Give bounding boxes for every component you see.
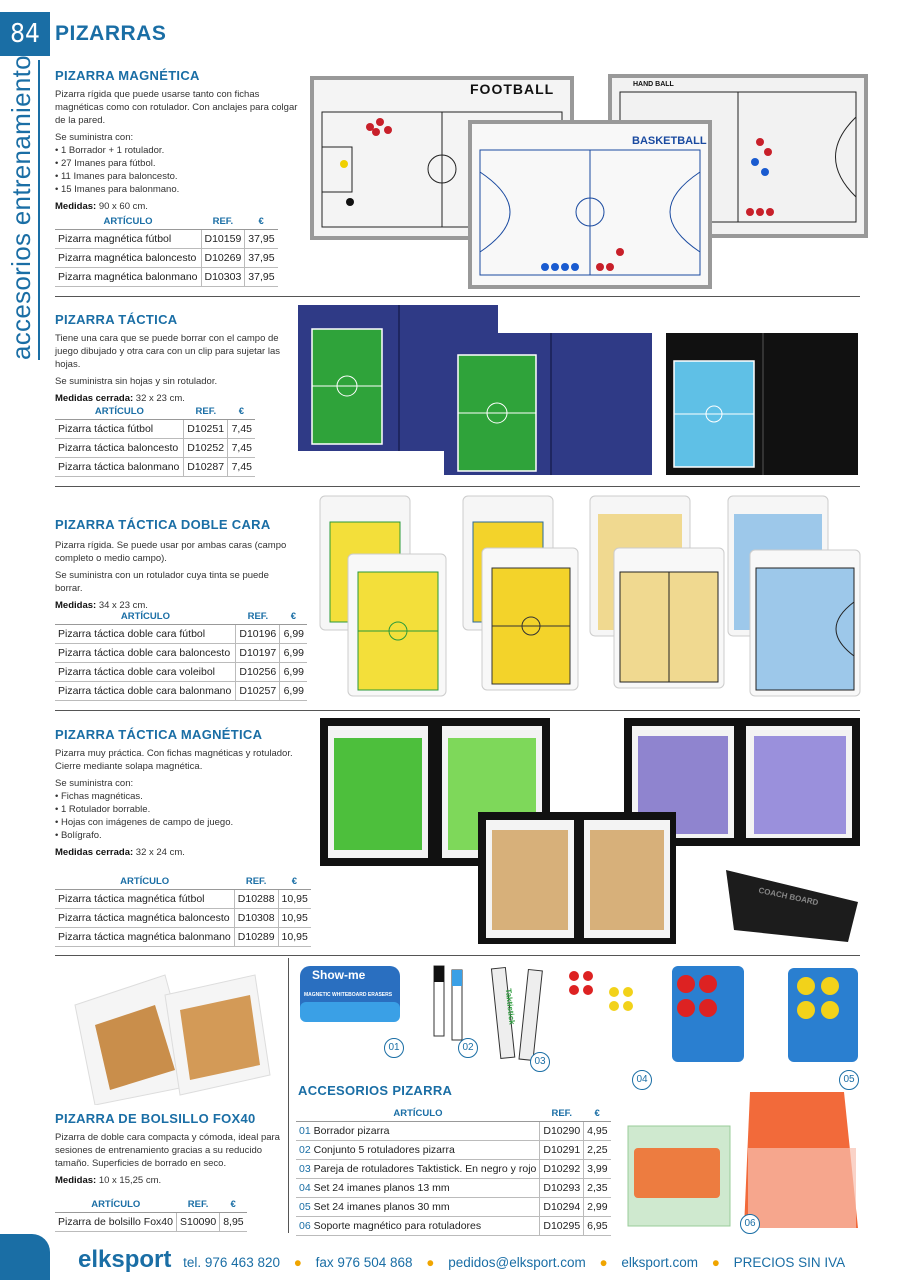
footer xyxy=(78,1246,845,1274)
table-row: Pizarra táctica magnética fútbol D10288 10,95 xyxy=(55,890,311,909)
board-label-football: FOOTBALL xyxy=(470,81,555,97)
block-title-bolsillo: PIZARRA DE BOLSILLO FOX40 xyxy=(55,1111,256,1126)
block-desc-bolsillo xyxy=(55,1131,285,1187)
page-number: 84 xyxy=(0,12,50,56)
photo-label-06: 06 xyxy=(740,1214,760,1234)
sidebar-rule xyxy=(38,60,40,360)
desc-text: Se suministra con un rotulador cuya tinta se puede borrar. xyxy=(55,570,269,594)
table-row: Pizarra táctica magnética baloncesto D10308 10,95 xyxy=(55,909,311,928)
table-row: Pizarra táctica baloncesto D10252 7,45 xyxy=(55,439,255,458)
table-row: Pizarra táctica doble cara fútbol D10196 6,99 xyxy=(55,625,307,644)
table-row: Pizarra táctica balonmano D10287 7,45 xyxy=(55,458,255,477)
eraser-text: MAGNETIC WHITEBOARD ERASERS xyxy=(304,992,393,998)
coach-board-label: COACH BOARD xyxy=(757,885,820,908)
photo-label-05: 05 xyxy=(839,1070,859,1090)
divider xyxy=(55,296,860,297)
divider xyxy=(55,955,860,956)
sidebar-category: accesorios entrenamiento xyxy=(6,55,36,360)
desc-text: Se suministra sin hojas y sin rotulador. xyxy=(55,376,218,387)
measures-label: Medidas: xyxy=(55,201,97,212)
table-row: 03 Pareja de rotuladores Taktistick. En negro y rojo D10292 3,99 xyxy=(296,1160,611,1179)
product-table-tactica xyxy=(55,404,255,477)
table-row: Pizarra táctica fútbol D10251 7,45 xyxy=(55,420,255,439)
measures-value: 32 x 23 cm. xyxy=(133,393,185,404)
photo-label-04: 04 xyxy=(632,1070,652,1090)
marker-holder-photo xyxy=(624,1088,862,1234)
photo-label-03: 03 xyxy=(530,1052,550,1072)
supply-item: • Bolígrafo. xyxy=(55,830,102,841)
measures-value: 10 x 15,25 cm. xyxy=(96,1175,162,1186)
accessories-photo xyxy=(296,962,862,1085)
supply-label: Se suministra con: xyxy=(55,778,134,789)
desc-text: Pizarra de doble cara compacta y cómoda, ideal para sesiones de entrenamiento gracias a su reducido tamaño. Superficies de borrado en seco. xyxy=(55,1132,280,1169)
table-row: Pizarra táctica doble cara baloncesto D10197 6,99 xyxy=(55,644,307,663)
supply-item: • 1 Borrador + 1 rotulador. xyxy=(55,145,165,156)
block-title-accesorios: ACCESORIOS PIZARRA xyxy=(298,1083,453,1098)
table-row: Pizarra magnética balonmano D10303 37,95 xyxy=(55,268,278,287)
block-desc-tactica xyxy=(55,332,295,405)
table-header-row: ARTÍCULO REF. € xyxy=(55,1197,247,1213)
product-table-doble xyxy=(55,609,307,701)
footer-fax: fax 976 504 868 xyxy=(315,1255,413,1270)
supply-item: • Hojas con imágenes de campo de juego. xyxy=(55,817,234,828)
table-header-row xyxy=(55,214,278,230)
desc-text: Pizarra rígida que puede usarse tanto con fichas magnéticas como con rotulador. Con anclajes para colgar de la pared. xyxy=(55,89,298,126)
table-header-row: ARTÍCULO REF. € xyxy=(55,874,311,890)
supply-item: • 27 Imanes para fútbol. xyxy=(55,158,156,169)
col-ref: REF. xyxy=(201,214,245,230)
eraser-brand: Show-me xyxy=(312,968,366,982)
block-title-magnetica: PIZARRA MAGNÉTICA xyxy=(55,68,200,83)
marker-label: Taktistick xyxy=(503,987,517,1026)
table-row: Pizarra magnética fútbol D10159 37,95 xyxy=(55,230,278,249)
divider xyxy=(55,486,860,487)
table-header-row: ARTÍCULO REF. € xyxy=(55,404,255,420)
photo-label-02: 02 xyxy=(458,1038,478,1058)
divider xyxy=(55,710,860,711)
whiteboards-photo xyxy=(310,72,870,292)
product-table-tacmag xyxy=(55,874,311,947)
supply-item: • 1 Rotulador borrable. xyxy=(55,804,151,815)
table-row: Pizarra de bolsillo Fox40 S10090 8,95 xyxy=(55,1213,247,1232)
table-row: 05 Set 24 imanes planos 30 mm D10294 2,99 xyxy=(296,1198,611,1217)
block-desc-doble xyxy=(55,539,295,612)
table-row: Pizarra magnética baloncesto D10269 37,95 xyxy=(55,249,278,268)
block-desc-tacmag xyxy=(55,747,295,859)
measures-label: Medidas cerrada: xyxy=(55,847,134,858)
product-table-magnetica xyxy=(55,214,278,287)
double-side-boards-photo xyxy=(318,492,862,700)
measures-label: Medidas cerrada: xyxy=(55,393,134,404)
tactical-folders-photo xyxy=(296,303,862,477)
table-row: Pizarra táctica doble cara voleibol D10256 6,99 xyxy=(55,663,307,682)
footer-dot: ● xyxy=(711,1255,720,1270)
table-header-row: ARTÍCULO REF. € xyxy=(55,609,307,625)
footer-dot: ● xyxy=(426,1255,435,1270)
col-article: ARTÍCULO xyxy=(55,214,201,230)
supply-item: • 11 Imanes para baloncesto. xyxy=(55,171,178,182)
measures-label: Medidas: xyxy=(55,1175,97,1186)
measures-value: 34 x 23 cm. xyxy=(96,600,148,611)
table-row: 02 Conjunto 5 rotuladores pizarra D10291 2,25 xyxy=(296,1141,611,1160)
pocket-board-photo xyxy=(55,965,280,1105)
footer-website[interactable]: elksport.com xyxy=(621,1255,698,1270)
board-label-basketball: BASKETBALL xyxy=(632,135,707,147)
supply-item: • 15 Imanes para balonmano. xyxy=(55,184,180,195)
table-header-row: ARTÍCULO REF. € xyxy=(296,1106,611,1122)
table-row: 04 Set 24 imanes planos 13 mm D10293 2,35 xyxy=(296,1179,611,1198)
footer-note: PRECIOS SIN IVA xyxy=(733,1255,846,1270)
magnetic-folders-photo xyxy=(318,716,862,948)
product-table-accesorios xyxy=(296,1106,611,1236)
table-row: 01 Borrador pizarra D10290 4,95 xyxy=(296,1122,611,1141)
desc-text: Pizarra muy práctica. Con fichas magnéticas y rotulador. Cierre mediante solapa magnética. xyxy=(55,748,293,772)
table-row: Pizarra táctica doble cara balonmano D10257 6,99 xyxy=(55,682,307,701)
product-table-bolsillo xyxy=(55,1197,247,1232)
table-row: Pizarra táctica magnética balonmano D10289 10,95 xyxy=(55,928,311,947)
block-title-doble: PIZARRA TÁCTICA DOBLE CARA xyxy=(55,517,271,532)
block-title-tacmag: PIZARRA TÁCTICA MAGNÉTICA xyxy=(55,727,263,742)
block-title-tactica: PIZARRA TÁCTICA xyxy=(55,312,178,327)
table-row: 06 Soporte magnético para rotuladores D10295 6,95 xyxy=(296,1217,611,1236)
section-title: PIZARRAS xyxy=(55,22,167,45)
vertical-divider xyxy=(288,958,289,1233)
desc-text: Pizarra rígida. Se puede usar por ambas caras (campo completo o medio campo). xyxy=(55,540,287,564)
block-desc-magnetica xyxy=(55,88,310,213)
footer-dot: ● xyxy=(293,1255,302,1270)
desc-text: Tiene una cara que se puede borrar con el campo de juego dibujado y otra cara con un clip para sujetar las hojas. xyxy=(55,333,280,370)
brand-logo: elksport xyxy=(78,1246,172,1273)
supply-label: Se suministra con: xyxy=(55,132,134,143)
footer-email[interactable]: pedidos@elksport.com xyxy=(448,1255,586,1270)
supply-item: • Fichas magnéticas. xyxy=(55,791,143,802)
measures-value: 32 x 24 cm. xyxy=(133,847,185,858)
col-price: € xyxy=(245,214,278,230)
measures-value: 90 x 60 cm. xyxy=(96,201,148,212)
footer-dot: ● xyxy=(599,1255,608,1270)
measures-label: Medidas: xyxy=(55,600,97,611)
board-label-handball: HAND BALL xyxy=(633,81,674,88)
footer-tab xyxy=(0,1234,50,1280)
footer-phone: tel. 976 463 820 xyxy=(183,1255,280,1270)
photo-label-01: 01 xyxy=(384,1038,404,1058)
